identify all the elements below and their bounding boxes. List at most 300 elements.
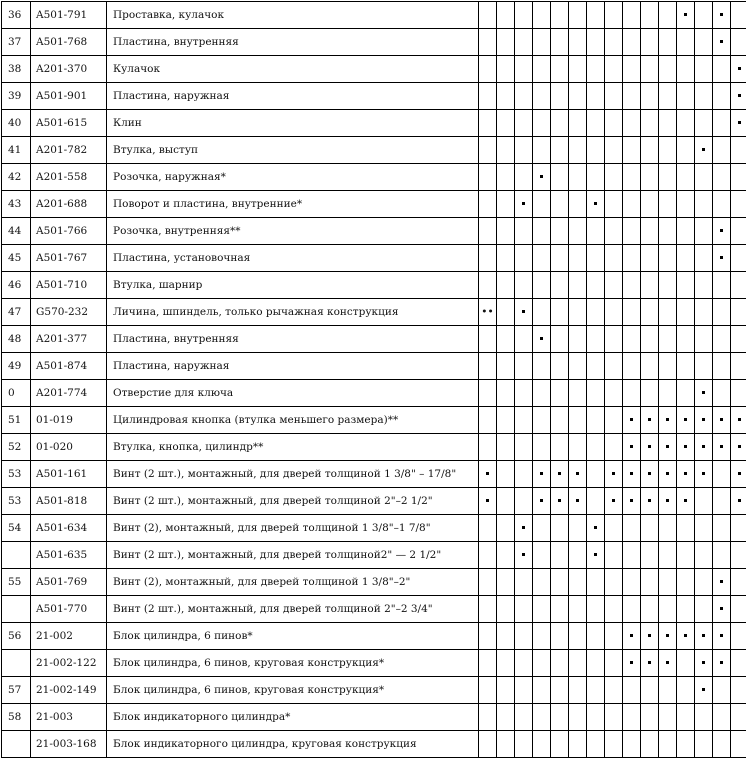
part-code: A501-634: [31, 515, 107, 542]
applicability-cell: [605, 2, 623, 29]
applicability-cell: [479, 245, 497, 272]
applicability-cell: [533, 137, 551, 164]
applicability-cell: [497, 569, 515, 596]
applicability-cell: [695, 488, 713, 515]
applicability-cell: [533, 677, 551, 704]
bullet-icon: [738, 121, 741, 124]
applicability-cell: [641, 29, 659, 56]
applicability-cell: [695, 2, 713, 29]
applicability-cell: [731, 434, 746, 461]
applicability-cell: [659, 191, 677, 218]
applicability-cell: [533, 29, 551, 56]
applicability-cell: [623, 704, 641, 731]
applicability-cell: [497, 623, 515, 650]
applicability-cell: [497, 488, 515, 515]
applicability-cell: [479, 164, 497, 191]
applicability-cell: [551, 650, 569, 677]
applicability-cell: [479, 191, 497, 218]
applicability-cell: [659, 164, 677, 191]
applicability-cell: [569, 110, 587, 137]
applicability-cell: [605, 29, 623, 56]
applicability-cell: [623, 218, 641, 245]
part-description: Цилиндровая кнопка (втулка меньшего размера)**: [107, 407, 479, 434]
applicability-cell: [677, 704, 695, 731]
applicability-cell: [569, 488, 587, 515]
part-code: A501-710: [31, 272, 107, 299]
part-code: A501-770: [31, 596, 107, 623]
applicability-cell: [623, 380, 641, 407]
applicability-cell: [533, 461, 551, 488]
applicability-cell: [515, 218, 533, 245]
applicability-cell: [731, 488, 746, 515]
table-row: [2, 83, 746, 110]
table-row: [2, 731, 746, 758]
row-number: [2, 596, 31, 623]
applicability-cell: [713, 326, 731, 353]
applicability-cell: [497, 731, 515, 758]
applicability-cell: [551, 488, 569, 515]
bullet-icon: [702, 148, 705, 151]
applicability-cell: [551, 299, 569, 326]
applicability-cell: [623, 569, 641, 596]
part-code: A201-688: [31, 191, 107, 218]
row-number: 51: [2, 407, 31, 434]
bullet-icon: [666, 661, 669, 664]
applicability-cell: [605, 461, 623, 488]
applicability-cell: [677, 650, 695, 677]
bullet-icon: [720, 256, 723, 259]
applicability-cell: [551, 704, 569, 731]
table-row: [2, 56, 746, 83]
table-row: [2, 596, 746, 623]
applicability-cell: [551, 434, 569, 461]
part-code: A201-782: [31, 137, 107, 164]
applicability-cell: [515, 245, 533, 272]
applicability-cell: [695, 407, 713, 434]
bullet-icon: [666, 445, 669, 448]
part-code: A501-615: [31, 110, 107, 137]
bullet-icon: [720, 445, 723, 448]
part-description: Винт (2 шт.), монтажный, для дверей толщиной 2"–2 1/2": [107, 488, 479, 515]
bullet-icon: [486, 499, 489, 502]
bullet-icon: [684, 445, 687, 448]
applicability-cell: [497, 2, 515, 29]
applicability-cell: [677, 29, 695, 56]
applicability-cell: [695, 515, 713, 542]
applicability-cell: [479, 515, 497, 542]
applicability-cell: [623, 29, 641, 56]
bullet-icon: [684, 418, 687, 421]
applicability-cell: [731, 380, 746, 407]
applicability-cell: [551, 110, 569, 137]
part-description: Пластина, внутренняя: [107, 29, 479, 56]
applicability-cell: [533, 731, 551, 758]
bullet-icon: [630, 445, 633, 448]
applicability-cell: [551, 218, 569, 245]
part-code: 01-020: [31, 434, 107, 461]
applicability-cell: [677, 326, 695, 353]
bullet-icon: [720, 229, 723, 232]
applicability-cell: [677, 83, 695, 110]
part-description: Отверстие для ключа: [107, 380, 479, 407]
applicability-cell: [551, 272, 569, 299]
applicability-cell: [605, 83, 623, 110]
applicability-cell: [515, 2, 533, 29]
part-code: A501-874: [31, 353, 107, 380]
table-row: [2, 299, 746, 326]
table-row: [2, 2, 746, 29]
applicability-cell: [659, 623, 677, 650]
applicability-cell: [605, 272, 623, 299]
bullet-icon: [594, 526, 597, 529]
bullet-icon: [738, 67, 741, 70]
table-row: [2, 569, 746, 596]
bullet-icon: [720, 40, 723, 43]
applicability-cell: [569, 326, 587, 353]
row-number: 42: [2, 164, 31, 191]
applicability-cell: [605, 542, 623, 569]
applicability-cell: [587, 596, 605, 623]
applicability-cell: [641, 272, 659, 299]
part-code: 21-003: [31, 704, 107, 731]
applicability-cell: [713, 29, 731, 56]
applicability-cell: [695, 623, 713, 650]
applicability-cell: [641, 326, 659, 353]
table-row: [2, 164, 746, 191]
applicability-cell: [677, 245, 695, 272]
row-number: 56: [2, 623, 31, 650]
bullet-icon: [594, 202, 597, 205]
applicability-cell: [713, 272, 731, 299]
applicability-cell: [641, 515, 659, 542]
part-description: Кулачок: [107, 56, 479, 83]
applicability-cell: [659, 272, 677, 299]
applicability-cell: [551, 542, 569, 569]
applicability-cell: [641, 245, 659, 272]
applicability-cell: [533, 56, 551, 83]
bullet-icon: [666, 418, 669, 421]
applicability-cell: [587, 434, 605, 461]
table-row: [2, 461, 746, 488]
applicability-cell: [695, 29, 713, 56]
part-description: Блок индикаторного цилиндра, круговая конструкция: [107, 731, 479, 758]
applicability-cell: [695, 191, 713, 218]
applicability-cell: [479, 434, 497, 461]
row-number: 48: [2, 326, 31, 353]
part-code: 21-003-168: [31, 731, 107, 758]
applicability-cell: [731, 542, 746, 569]
bullet-icon: [486, 472, 489, 475]
applicability-cell: [713, 299, 731, 326]
row-number: 44: [2, 218, 31, 245]
applicability-cell: [497, 83, 515, 110]
applicability-cell: [695, 461, 713, 488]
applicability-cell: [623, 596, 641, 623]
part-description: Втулка, шарнир: [107, 272, 479, 299]
applicability-cell: [605, 650, 623, 677]
applicability-cell: [695, 569, 713, 596]
applicability-cell: [533, 2, 551, 29]
applicability-cell: [515, 515, 533, 542]
applicability-cell: [695, 380, 713, 407]
applicability-cell: [677, 515, 695, 542]
applicability-cell: [659, 29, 677, 56]
applicability-cell: [497, 164, 515, 191]
applicability-cell: [497, 110, 515, 137]
applicability-cell: [533, 515, 551, 542]
applicability-cell: [695, 164, 713, 191]
applicability-cell: [677, 569, 695, 596]
applicability-cell: [731, 515, 746, 542]
part-code: 21-002: [31, 623, 107, 650]
parts-table: [1, 1, 746, 758]
applicability-cell: [623, 83, 641, 110]
row-number: 58: [2, 704, 31, 731]
bullet-icon: [648, 634, 651, 637]
applicability-cell: [479, 650, 497, 677]
bullet-icon: [648, 499, 651, 502]
bullet-icon: [630, 634, 633, 637]
applicability-cell: [587, 407, 605, 434]
bullet-icon: [540, 175, 543, 178]
applicability-cell: [497, 677, 515, 704]
applicability-cell: [713, 83, 731, 110]
applicability-cell: [659, 488, 677, 515]
applicability-cell: [641, 461, 659, 488]
applicability-cell: [623, 542, 641, 569]
applicability-cell: [713, 434, 731, 461]
bullet-icon: [666, 472, 669, 475]
part-code: A501-635: [31, 542, 107, 569]
applicability-cell: [515, 353, 533, 380]
bullet-icon: [720, 634, 723, 637]
applicability-cell: [641, 353, 659, 380]
applicability-cell: [497, 596, 515, 623]
applicability-cell: [731, 2, 746, 29]
part-description: Блок цилиндра, 6 пинов, круговая конструкция*: [107, 650, 479, 677]
mark-text: ••: [481, 305, 494, 318]
applicability-cell: [515, 434, 533, 461]
applicability-cell: [677, 677, 695, 704]
applicability-cell: [695, 731, 713, 758]
applicability-cell: [533, 83, 551, 110]
applicability-cell: [587, 542, 605, 569]
part-code: 01-019: [31, 407, 107, 434]
applicability-cell: [659, 83, 677, 110]
row-number: 45: [2, 245, 31, 272]
applicability-cell: [479, 407, 497, 434]
applicability-cell: [659, 2, 677, 29]
applicability-cell: [713, 650, 731, 677]
part-code: A501-768: [31, 29, 107, 56]
applicability-cell: [605, 704, 623, 731]
applicability-cell: [623, 326, 641, 353]
bullet-icon: [702, 634, 705, 637]
applicability-cell: [515, 29, 533, 56]
applicability-cell: [569, 515, 587, 542]
applicability-cell: [551, 596, 569, 623]
part-description: Винт (2), монтажный, для дверей толщиной 1 3/8"–1 7/8": [107, 515, 479, 542]
applicability-cell: [551, 353, 569, 380]
applicability-cell: [551, 623, 569, 650]
applicability-cell: [587, 164, 605, 191]
applicability-cell: [659, 56, 677, 83]
bullet-icon: [540, 472, 543, 475]
row-number: 43: [2, 191, 31, 218]
applicability-cell: [713, 380, 731, 407]
applicability-cell: [533, 326, 551, 353]
applicability-cell: [659, 137, 677, 164]
applicability-cell: [623, 245, 641, 272]
applicability-cell: [713, 56, 731, 83]
applicability-cell: [641, 542, 659, 569]
applicability-cell: [713, 353, 731, 380]
applicability-cell: [515, 488, 533, 515]
applicability-cell: [659, 731, 677, 758]
applicability-cell: [731, 29, 746, 56]
part-code: A501-818: [31, 488, 107, 515]
applicability-cell: [497, 434, 515, 461]
applicability-cell: [497, 56, 515, 83]
applicability-cell: [587, 515, 605, 542]
applicability-cell: [605, 380, 623, 407]
applicability-cell: [677, 2, 695, 29]
applicability-cell: [677, 110, 695, 137]
applicability-cell: [569, 164, 587, 191]
applicability-cell: [515, 164, 533, 191]
applicability-cell: [515, 623, 533, 650]
part-description: Пластина, установочная: [107, 245, 479, 272]
applicability-cell: [641, 56, 659, 83]
applicability-cell: [641, 434, 659, 461]
applicability-cell: [515, 542, 533, 569]
applicability-cell: [533, 542, 551, 569]
applicability-cell: [659, 245, 677, 272]
applicability-cell: [659, 353, 677, 380]
applicability-cell: [713, 623, 731, 650]
applicability-cell: [605, 56, 623, 83]
applicability-cell: [479, 29, 497, 56]
applicability-cell: [587, 83, 605, 110]
applicability-cell: [515, 83, 533, 110]
part-code: A501-766: [31, 218, 107, 245]
part-description: Розочка, наружная*: [107, 164, 479, 191]
applicability-cell: [569, 380, 587, 407]
bullet-icon: [522, 202, 525, 205]
table-row: [2, 542, 746, 569]
applicability-cell: [731, 704, 746, 731]
bullet-icon: [648, 445, 651, 448]
part-description: Клин: [107, 110, 479, 137]
applicability-cell: [695, 326, 713, 353]
applicability-cell: [479, 623, 497, 650]
bullet-icon: [576, 472, 579, 475]
bullet-icon: [522, 553, 525, 556]
applicability-cell: [497, 245, 515, 272]
applicability-cell: [605, 110, 623, 137]
applicability-cell: [479, 299, 497, 326]
applicability-cell: [677, 164, 695, 191]
applicability-cell: [677, 137, 695, 164]
applicability-cell: [497, 461, 515, 488]
applicability-cell: [587, 218, 605, 245]
applicability-cell: [623, 56, 641, 83]
table-row: [2, 272, 746, 299]
bullet-icon: [648, 661, 651, 664]
applicability-cell: [551, 83, 569, 110]
bullet-icon: [666, 499, 669, 502]
part-code: G570-232: [31, 299, 107, 326]
applicability-cell: [731, 272, 746, 299]
row-number: 39: [2, 83, 31, 110]
row-number: 46: [2, 272, 31, 299]
applicability-cell: [497, 137, 515, 164]
applicability-cell: [479, 218, 497, 245]
applicability-cell: [515, 326, 533, 353]
applicability-cell: [695, 677, 713, 704]
applicability-cell: [659, 326, 677, 353]
applicability-cell: [713, 677, 731, 704]
applicability-cell: [605, 407, 623, 434]
applicability-cell: [677, 56, 695, 83]
table-row: [2, 218, 746, 245]
applicability-cell: [731, 650, 746, 677]
applicability-cell: [659, 677, 677, 704]
applicability-cell: [677, 488, 695, 515]
part-description: Винт (2 шт.), монтажный, для дверей толщиной 1 3/8" – 17/8": [107, 461, 479, 488]
bullet-icon: [648, 472, 651, 475]
applicability-cell: [677, 299, 695, 326]
bullet-icon: [738, 418, 741, 421]
row-number: [2, 542, 31, 569]
applicability-cell: [587, 2, 605, 29]
applicability-cell: [695, 272, 713, 299]
applicability-cell: [731, 191, 746, 218]
applicability-cell: [677, 623, 695, 650]
applicability-cell: [731, 110, 746, 137]
applicability-cell: [569, 461, 587, 488]
applicability-cell: [551, 461, 569, 488]
applicability-cell: [587, 191, 605, 218]
applicability-cell: [695, 299, 713, 326]
applicability-cell: [497, 272, 515, 299]
applicability-cell: [641, 677, 659, 704]
applicability-cell: [587, 380, 605, 407]
part-code: A501-161: [31, 461, 107, 488]
applicability-cell: [659, 569, 677, 596]
applicability-cell: [569, 353, 587, 380]
applicability-cell: [677, 218, 695, 245]
applicability-cell: [713, 488, 731, 515]
applicability-cell: [497, 326, 515, 353]
applicability-cell: [731, 623, 746, 650]
applicability-cell: [587, 650, 605, 677]
part-code: A501-791: [31, 2, 107, 29]
bullet-icon: [612, 499, 615, 502]
applicability-cell: [569, 623, 587, 650]
applicability-cell: [641, 488, 659, 515]
table-row: [2, 434, 746, 461]
applicability-cell: [533, 272, 551, 299]
applicability-cell: [605, 677, 623, 704]
applicability-cell: [641, 650, 659, 677]
applicability-cell: [605, 245, 623, 272]
applicability-cell: [731, 407, 746, 434]
applicability-cell: [515, 56, 533, 83]
applicability-cell: [695, 434, 713, 461]
row-number: 55: [2, 569, 31, 596]
bullet-icon: [702, 688, 705, 691]
